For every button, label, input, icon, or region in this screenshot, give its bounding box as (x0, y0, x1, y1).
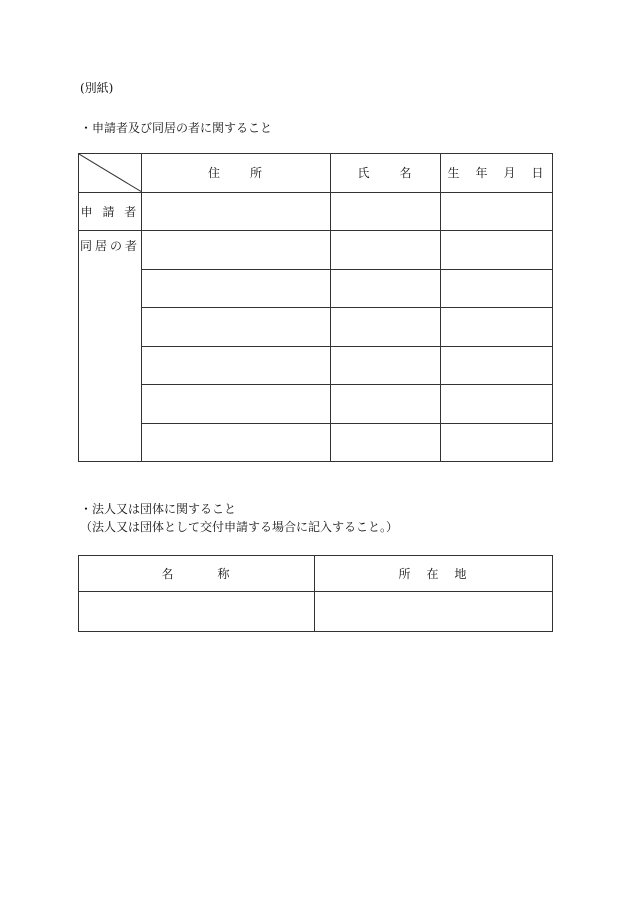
corner-cell (79, 154, 142, 193)
applicant-row (79, 192, 553, 231)
household-name-cell[interactable] (331, 423, 441, 462)
col-header-birthdate: 生 年 月 日 (441, 154, 553, 193)
household-name-cell[interactable] (331, 231, 441, 270)
applicant-table (78, 153, 553, 462)
household-birthdate-cell[interactable] (441, 346, 553, 385)
section2-heading: ・法人又は団体に関すること (80, 502, 237, 516)
corp-location-cell[interactable] (315, 592, 553, 632)
household-name-cell[interactable] (331, 269, 441, 308)
household-row (79, 385, 553, 424)
household-birthdate-cell[interactable] (441, 423, 553, 462)
household-birthdate-cell[interactable] (441, 385, 553, 424)
col-header-address: 住 所 (142, 154, 331, 193)
household-birthdate-cell[interactable] (441, 308, 553, 347)
household-address-cell[interactable] (142, 385, 331, 424)
col-header-corp-name: 名 称 (79, 556, 315, 592)
section1-heading: ・申請者及び同居の者に関すること (80, 121, 273, 135)
household-address-cell[interactable] (142, 231, 331, 270)
corporation-table (78, 555, 553, 632)
household-address-cell[interactable] (142, 308, 331, 347)
household-address-cell[interactable] (142, 346, 331, 385)
header-row (79, 154, 553, 193)
applicant-address-cell[interactable] (142, 192, 331, 231)
corporation-row (79, 592, 553, 632)
household-row (79, 346, 553, 385)
household-birthdate-cell[interactable] (441, 231, 553, 270)
attachment-label: (別紙) (80, 81, 114, 95)
applicant-birthdate-cell[interactable] (441, 192, 553, 231)
header-row (79, 556, 553, 592)
corp-name-cell[interactable] (79, 592, 315, 632)
household-name-cell[interactable] (331, 346, 441, 385)
household-row (79, 308, 553, 347)
household-row (79, 269, 553, 308)
applicant-name-cell[interactable] (331, 192, 441, 231)
household-name-cell[interactable] (331, 308, 441, 347)
row-label-applicant: 申 請 者 (79, 192, 142, 231)
row-label-household: 同居の者 (79, 231, 142, 462)
section2-note: （法人又は団体として交付申請する場合に記入すること。） (80, 520, 399, 534)
col-header-location: 所 在 地 (315, 556, 553, 592)
household-row (79, 231, 553, 270)
diagonal-line (79, 154, 141, 192)
household-address-cell[interactable] (142, 423, 331, 462)
household-birthdate-cell[interactable] (441, 269, 553, 308)
household-row (79, 423, 553, 462)
household-name-cell[interactable] (331, 385, 441, 424)
col-header-name: 氏 名 (331, 154, 441, 193)
household-address-cell[interactable] (142, 269, 331, 308)
